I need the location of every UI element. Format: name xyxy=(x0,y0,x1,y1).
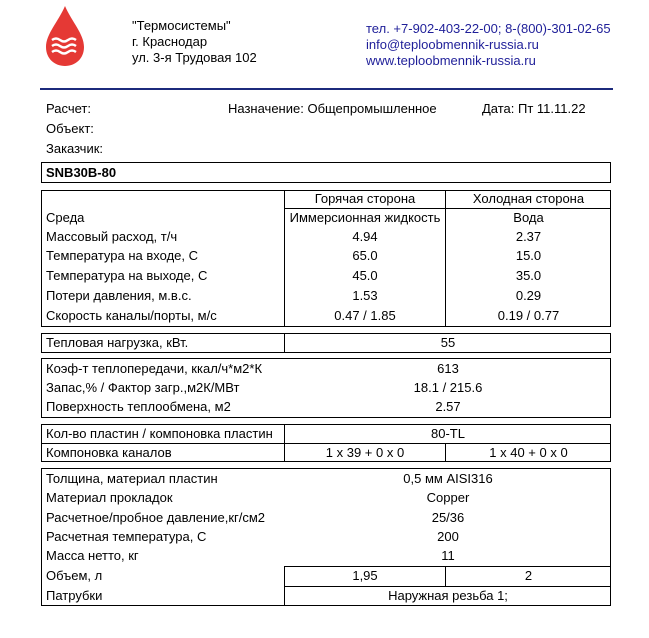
perf-label: Коэф-т теплопередачи, ккал/ч*м2*К xyxy=(46,361,263,376)
company-address: ул. 3-я Трудовая 102 xyxy=(132,50,257,65)
spec-label: Масса нетто, кг xyxy=(46,548,139,563)
purpose: Назначение: Общепромышленное xyxy=(228,101,437,116)
company-phone: тел. +7-902-403-22-00; 8-(800)-301-02-65 xyxy=(366,21,611,36)
company-website[interactable]: www.teploobmennik-russia.ru xyxy=(366,53,536,68)
channels-cold: 1 x 40 + 0 x 0 xyxy=(489,445,568,460)
heat-load-value: 55 xyxy=(440,335,456,350)
company-name: "Термосистемы" xyxy=(132,18,231,33)
spec-label: Материал прокладок xyxy=(46,490,173,505)
model-box xyxy=(41,162,611,183)
spec-value: 25/36 xyxy=(431,510,465,525)
cold-side-header: Холодная сторона xyxy=(472,191,585,206)
hot-side-header: Горячая сторона xyxy=(314,191,416,206)
date: Дата: Пт 11.11.22 xyxy=(482,101,586,116)
company-city: г. Краснодар xyxy=(132,34,208,49)
spec-value: 0,5 мм AISI316 xyxy=(403,471,493,486)
channels-hot: 1 x 39 + 0 x 0 xyxy=(325,445,405,460)
volume-cold: 2 xyxy=(524,568,533,583)
spec-label: Расчетная температура, С xyxy=(46,529,207,544)
nozzles-label: Патрубки xyxy=(46,588,103,603)
param-hot-value: 1.53 xyxy=(352,288,378,303)
spec-value: 11 xyxy=(441,548,455,563)
plates-value: 80-TL xyxy=(431,426,465,441)
customer-label: Заказчик: xyxy=(46,141,104,156)
param-cold-value: 15.0 xyxy=(515,248,542,263)
param-hot-value: 0.47 / 1.85 xyxy=(334,308,396,323)
param-label: Массовый расход, т/ч xyxy=(46,229,178,244)
param-hot-value: 45.0 xyxy=(352,268,378,283)
param-cold-value: 2.37 xyxy=(515,229,542,244)
param-cold-value: Вода xyxy=(513,210,544,225)
param-label: Скорость каналы/порты, м/с xyxy=(46,308,217,323)
drop-heat-logo-icon xyxy=(42,4,88,68)
spec-label: Расчетное/пробное давление,кг/см2 xyxy=(46,510,266,525)
model-name: SNB30B-80 xyxy=(46,165,117,180)
channels-label: Компоновка каналов xyxy=(46,445,172,460)
param-label: Температура на входе, С xyxy=(46,248,199,263)
plates-label: Кол-во пластин / компоновка пластин xyxy=(46,426,273,441)
spec-value: Copper xyxy=(426,490,470,505)
perf-label: Поверхность теплообмена, м2 xyxy=(46,399,231,414)
param-cold-value: 0.19 / 0.77 xyxy=(497,308,560,323)
param-label: Среда xyxy=(46,210,85,225)
param-hot-value: 65.0 xyxy=(352,248,378,263)
param-hot-value: 4.94 xyxy=(352,229,378,244)
perf-value: 2.57 xyxy=(435,399,461,414)
calc-label: Расчет: xyxy=(46,101,91,116)
param-label: Температура на выходе, С xyxy=(46,268,208,283)
volume-label: Объем, л xyxy=(46,568,103,583)
company-email[interactable]: info@teploobmennik-russia.ru xyxy=(366,37,539,52)
volume-hot: 1,95 xyxy=(352,568,378,583)
perf-value: 613 xyxy=(437,361,459,376)
param-cold-value: 0.29 xyxy=(515,288,542,303)
param-label: Потери давления, м.в.с. xyxy=(46,288,192,303)
perf-value: 18.1 / 215.6 xyxy=(413,380,483,395)
param-hot-value: Иммерсионная жидкость xyxy=(289,210,441,225)
header-divider xyxy=(40,88,613,90)
perf-label: Запас,% / Фактор загр.,м2К/МВт xyxy=(46,380,240,395)
spec-label: Толщина, материал пластин xyxy=(46,471,218,486)
nozzles-value: Наружная резьба 1; xyxy=(388,588,508,603)
heat-load-label: Тепловая нагрузка, кВт. xyxy=(46,335,189,350)
object-label: Объект: xyxy=(46,121,94,136)
param-cold-value: 35.0 xyxy=(515,268,542,283)
spec-value: 200 xyxy=(437,529,459,544)
